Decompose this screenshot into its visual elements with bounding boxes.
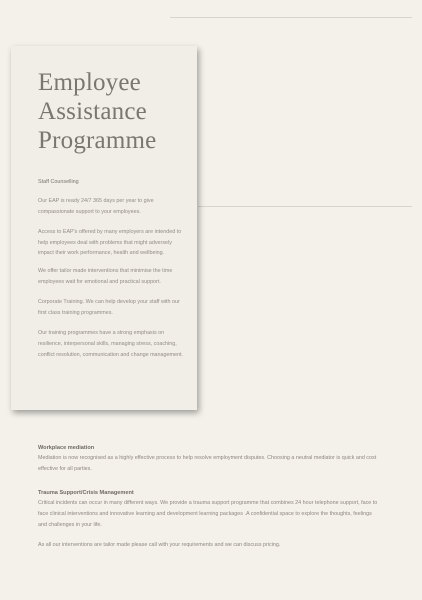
title-line-1: Employee (38, 69, 141, 96)
middle-divider (198, 206, 412, 207)
card-paragraph-availability: Our EAP is ready 24/7 365 days per year to give compassionate support to your employees. (38, 198, 154, 215)
section-text-mediation: Mediation is now recognised as a highly effective process to help resolve employment disputes. Choosing a neutral mediator is quick and cost effective for all parties. (38, 455, 377, 472)
card-paragraph-tailored: We offer tailor made interventions that minimise the time employees wait for emotional and practical support. (38, 267, 173, 285)
card-paragraph-corporate-training: Corporate Training. We can help develop your staff with our first class training programmes. (38, 299, 180, 316)
card-paragraph-access: Access to EAP's offered by many employers are intended to help employees deal with problems that might adversely impact their work performance, health and wellbeing. (38, 229, 182, 257)
title-line-3: Programme (38, 127, 157, 154)
eap-card (11, 46, 197, 410)
page-title (38, 68, 185, 155)
closing-note: As all our interventions are tailor made please call with your requirements and we can discuss pricing. (38, 542, 281, 548)
card-paragraph-training-programmes: Our training programmes have a strong emphasis on resilience, interpersonal skills, managing stress, coaching, conflict resolution, communication and change management. (38, 330, 184, 358)
section-text-trauma: Critical incidents can occur in many different ways. We provide a trauma support programme that combines 24 hour telephone support, face to face clinical interventions and innovative learning and development learning packages .A confidential space to explore the thoughts, feelings and challenges in your life. (38, 500, 378, 528)
top-divider (170, 17, 412, 18)
title-line-2: Assistance (38, 98, 147, 125)
section-heading-mediation: Workplace mediation (38, 445, 95, 451)
card-subtitle: Staff Counselling (38, 179, 79, 185)
section-heading-trauma: Trauma Support/Crisis Management (38, 490, 134, 496)
services-section (38, 444, 378, 551)
